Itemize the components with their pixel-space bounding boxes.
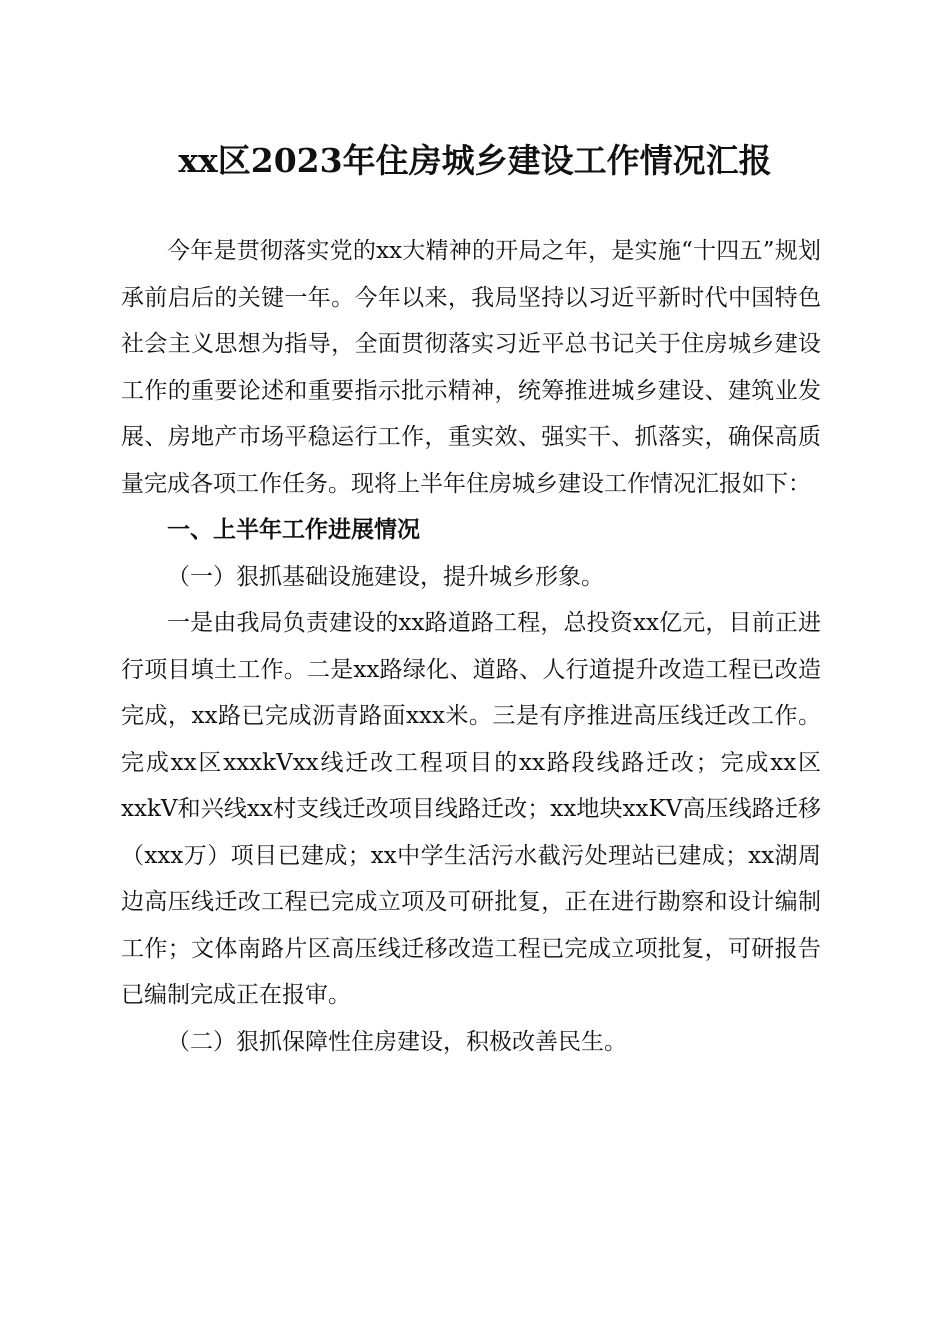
- document-title: xx区2023年住房城乡建设工作情况汇报: [178, 141, 772, 180]
- subsection-heading: （二）狠抓保障性住房建设，积极改善民生。: [167, 1028, 627, 1055]
- document-body: [121, 228, 821, 1065]
- section-heading: 一、上半年工作进展情况: [167, 517, 420, 543]
- intro-paragraph: 今年是贯彻落实党的xx大精神的开局之年，是实施“十四五”规划承前启后的关键一年。今年以来，我局坚持以习近平新时代中国特色社会主义思想为指导，全面贯彻落实习近平总书记关于住房城乡建设工作的重要论述和重要指示批示精神，统筹推进城乡建设、建筑业发展、房地产市场平稳运行工作，重实效、强实干、抓落实，确保高质量完成各项工作任务。现将上半年住房城乡建设工作情况汇报如下：: [121, 238, 821, 497]
- body-paragraph: 一是由我局负责建设的xx路道路工程，总投资xx亿元，目前正进行项目填土工作。二是xx路绿化、道路、人行道提升改造工程已改造完成，xx路已完成沥青路面xxx米。三是有序推进高压线迁改工作。完成xx区xxxkVxx线迁改工程项目的xx路段线路迁改；完成xx区xxkV和兴线xx村支线迁改项目线路迁改；xx地块xxKV高压线路迁移（xxx万）项目已建成；xx中学生活污水截污处理站已建成；xx湖周边高压线迁改工程已完成立项及可研批复，正在进行勘察和设计编制工作；文体南路片区高压线迁移改造工程已完成立项批复，可研报告已编制完成正在报审。: [121, 610, 821, 1008]
- subsection-heading: （一）狠抓基础设施建设，提升城乡形象。: [167, 563, 604, 590]
